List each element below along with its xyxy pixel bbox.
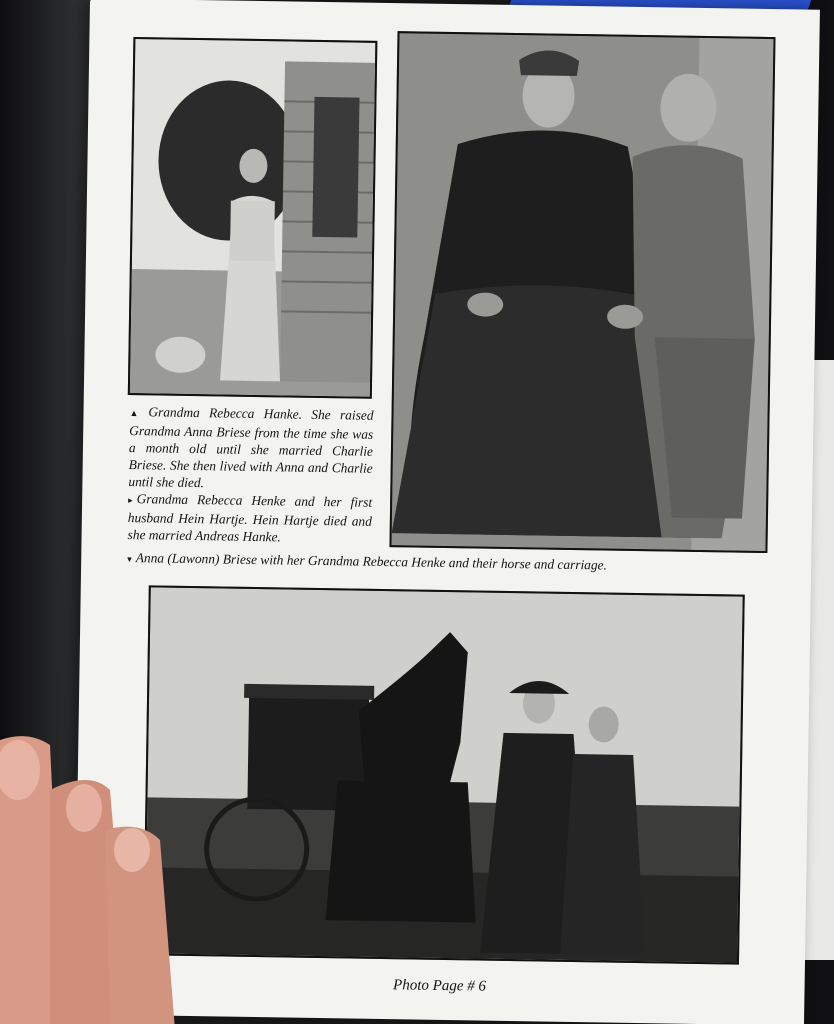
up-arrow-icon: ▲ <box>129 408 145 419</box>
caption-anna-lawonn-text: Anna (Lawonn) Briese with her Grandma Rebecca Henke and their horse and carriage. <box>135 550 608 573</box>
caption-anna-lawonn <box>127 550 607 574</box>
caption-rebecca-henke-hein-hartje-text: Grandma Rebecca Henke and her first husband Hein Hartje. Hein Hartje died and she married Andreas Hanke. <box>127 491 373 545</box>
caption-rebecca-hanke-text: Grandma Rebecca Hanke. She raised Grandma Anna Briese from the time she was a month old until she married Charlie Briese. She then lived with Anna and Charlie until she died. <box>128 404 374 491</box>
photo-horse-carriage-icon <box>145 587 743 962</box>
photo-woman-standing-icon <box>130 39 376 397</box>
down-arrow-icon: ▾ <box>127 553 132 565</box>
photo-woman-standing <box>128 37 378 399</box>
photo-couple-portrait-icon <box>391 33 773 551</box>
hand-thumb-icon <box>0 730 190 1024</box>
caption-rebecca-henke-hein-hartje <box>127 490 372 547</box>
photo-couple-portrait <box>389 31 775 553</box>
right-arrow-icon: ▸ <box>128 494 133 506</box>
photo-page-number: Photo Page # 6 <box>392 977 487 995</box>
photo-horse-carriage <box>143 585 745 964</box>
caption-block <box>127 403 373 547</box>
caption-rebecca-hanke <box>128 403 373 494</box>
